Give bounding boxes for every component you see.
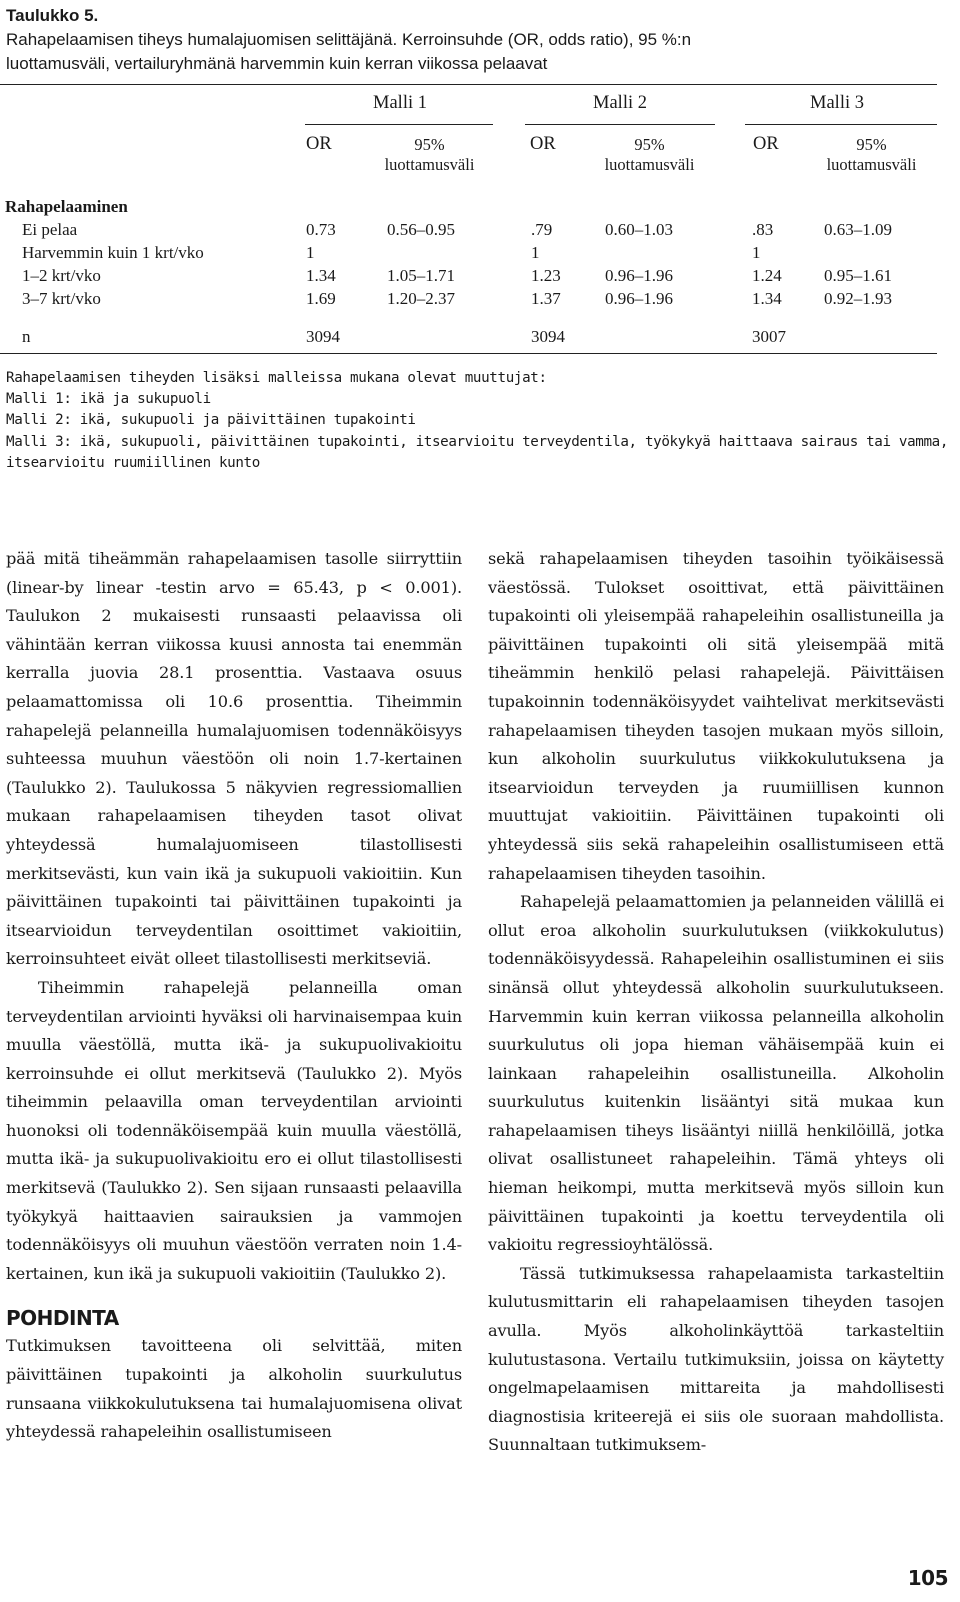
- m3-or-cell: .83: [752, 220, 774, 239]
- table-caption: [6, 4, 946, 76]
- paragraph: Tässä tutkimuksessa rahapelaamista tarkasteltiin kulutusmittarin eli rahapelaamisen tiheyden tasojen avulla. Myös alkoholinkäyttöä tarkasteltiin kulutustasona. Vertailu tutkimuksiin, joissa on käytetty ongelmapelaamisen mittareita ja mahdollisesti diagnostisia kriteerejä ei siis ole suoraan mahdollista. Suunnaltaan tutkimuksem-: [488, 1263, 944, 1455]
- m1-ci-cell: 0.56–0.95: [387, 220, 455, 239]
- page-number: 105: [907, 1566, 948, 1590]
- note-line: Malli 3: ikä, sukupuoli, päivittäinen tupakointi, itsearvioitu terveydentila, työkykyä haittaava sairaus tai vamma, itsearvioitu ruumiillinen kunto: [6, 433, 949, 471]
- note-line: Malli 2: ikä, sukupuoli ja päivittäinen tupakointi: [6, 412, 416, 429]
- m2-or-cell: .79: [531, 220, 553, 239]
- m1-n-cell: 3094: [306, 327, 340, 346]
- model-1-header: Malli 1: [373, 93, 427, 113]
- table-caption-line-1: Rahapelaamisen tiheys humalajuomisen selittäjänä. Kerroinsuhde (OR, odds ratio), 95 %:n: [6, 30, 692, 49]
- paragraph: sekä rahapelaamisen tiheyden tasoihin työikäisessä väestössä. Tulokset osoittivat, että päivittäinen tupakointi oli yleisempää rahapeleihin osallistuneilla ja päivittäinen tupakointi oli sitä yleisempää mitä tiheämmin henkilö pelasi rahapelejä. Päivittäisen tupakoinnin todennäköisyydet vaihtelivat merkitsevästi rahapelaamisen tiheyden tasojen mukaan myös silloin, kun alkoholin suurkulutus viikkokulutuksena ja itsearvioidun terveyden ja ruumiillisen kunnon muuttujat vakioitiin. Päivittäinen tupakointi oli yhteydessä siis sekä rahapeleihin osallistumiseen että rahapelaamisen tiheyden tasoihin.: [488, 549, 944, 883]
- paragraph: pää mitä tiheämmän rahapelaamisen tasolle siirryttiin (linear-by linear -testin arvo = 65.43, p < 0.001). Taulukon 2 mukaisesti runsaasti pelaavissa oli vähintään kerran viikossa kuusi annosta tai enemmän kerralla juovia 28.1 prosenttia. Vastaava osuus pelaamattomissa oli 10.6 prosenttia. Tiheimmin rahapelejä pelanneilla humalajuomisen todennäköisyys suhteessa muuhun väestöön oli noin 1.7-kertainen (Taulukko 2). Taulukossa 5 näkyvien regressiomallien mukaan rahapelaamisen tiheyden tasot olivat yhteydessä humalajuomiseen tilastollisesti merkitsevästi, kun vain ikä ja sukupuoli vakioitiin. Kun päivittäinen tupakointi tai päivittäinen tupakointi ja itsearvioidun terveydentilan osoittimet vakioitiin, kerroinsuhteet eivät olleet tilastollisesti merkitseviä.: [6, 549, 462, 969]
- m2-or-cell: 1.23: [531, 266, 561, 285]
- m3-or-cell: 1: [752, 243, 761, 262]
- section-heading: POHDINTA: [6, 1306, 119, 1331]
- ci-header-line-1: 95%: [414, 135, 445, 154]
- m2-n-cell: 3094: [531, 327, 565, 346]
- model-2-or-header: OR: [530, 134, 556, 154]
- n-label: n: [22, 327, 31, 346]
- table-caption-line-2: luottamusväli, vertailuryhmänä harvemmin kuin kerran viikossa pelaavat: [6, 54, 548, 73]
- m1-or-cell: 1.69: [306, 289, 336, 308]
- table-top-rule: [0, 84, 937, 85]
- m3-or-cell: 1.24: [752, 266, 782, 285]
- m3-or-cell: 1.34: [752, 289, 782, 308]
- table-number: Taulukko 5.: [6, 6, 99, 25]
- model-1-rule: [305, 124, 493, 125]
- model-3-ci-header: [804, 135, 939, 175]
- m2-ci-cell: 0.96–1.96: [605, 266, 673, 285]
- m2-or-cell: 1: [531, 243, 540, 262]
- m3-ci-cell: 0.92–1.93: [824, 289, 892, 308]
- table-notes: [6, 368, 951, 474]
- model-2-ci-header: [582, 135, 717, 175]
- m1-ci-cell: 1.05–1.71: [387, 266, 455, 285]
- note-line: Rahapelaamisen tiheyden lisäksi malleissa mukana olevat muuttujat:: [6, 370, 547, 386]
- left-text-column: [6, 545, 462, 1447]
- m1-ci-cell: 1.20–2.37: [387, 289, 455, 308]
- model-2-rule: [525, 124, 715, 125]
- m3-n-cell: 3007: [752, 327, 786, 346]
- ci-header-line-2: luottamusväli: [604, 155, 695, 174]
- model-1-ci-header: [362, 135, 497, 175]
- m2-ci-cell: 0.60–1.03: [605, 220, 673, 239]
- m1-or-cell: 0.73: [306, 220, 336, 239]
- paragraph: Rahapelejä pelaamattomien ja pelanneiden välillä ei ollut eroa alkoholin suurkulutuksen (viikkokulutus) todennäköisyydessä. Rahapeleihin osallistuminen ei siis sinänsä ollut yhteydessä alkoholin suurkulutukseen. Harvemmin kuin kerran viikossa pelanneilla alkoholin suurkulutus oli jopa hieman vähäisempää kuin ei lainkaan rahapeleihin osallistuneilla. Alkoholin suurkulutus kuitenkin lisääntyi sitä mukaa kun rahapelaamisen tiheys lisääntyi niillä henkilöillä, jotka olivat osallistuneet rahapeleihin. Tämä yhteys oli hieman heikompi, mutta merkitsevä myös silloin kun päivittäinen tupakointi ja koettu terveydentila oli vakioitu regressioyhtälössä.: [488, 892, 944, 1255]
- ci-header-line-2: luottamusväli: [826, 155, 917, 174]
- row-label: 3–7 krt/vko: [22, 289, 101, 308]
- right-text-column: [488, 545, 944, 1460]
- model-3-header: Malli 3: [810, 93, 864, 113]
- m1-or-cell: 1: [306, 243, 315, 262]
- m1-or-cell: 1.34: [306, 266, 336, 285]
- table-bottom-rule: [0, 353, 937, 354]
- ci-header-line-2: luottamusväli: [384, 155, 475, 174]
- m3-ci-cell: 0.63–1.09: [824, 220, 892, 239]
- model-1-or-header: OR: [306, 134, 332, 154]
- row-label: 1–2 krt/vko: [22, 266, 101, 285]
- model-3-or-header: OR: [753, 134, 779, 154]
- row-label: Harvemmin kuin 1 krt/vko: [22, 243, 204, 262]
- note-line: Malli 1: ikä ja sukupuoli: [6, 391, 211, 408]
- model-3-rule: [745, 124, 937, 125]
- m3-ci-cell: 0.95–1.61: [824, 266, 892, 285]
- m2-ci-cell: 0.96–1.96: [605, 289, 673, 308]
- m2-or-cell: 1.37: [531, 289, 561, 308]
- ci-header-line-1: 95%: [634, 135, 665, 154]
- section-label: Rahapelaaminen: [5, 197, 128, 216]
- model-2-header: Malli 2: [593, 93, 647, 113]
- paragraph: Tiheimmin rahapelejä pelanneilla oman terveydentilan arviointi hyväksi oli harvinaisempaa kuin muulla väestöllä, mutta ikä- ja sukupuolivakioitu kerroinsuhde ei ollut merkitsevä (Taulukko 2). Myös tiheimmin pelaavilla oman terveydentilan arviointi huonoksi oli todennäköisempää kuin muulla väestöllä, mutta ikä- ja sukupuolivakioitu ero ei ollut tilastollisesti merkitsevä (Taulukko 2). Sen sijaan runsaasti pelaavilla työkykyä haittaavien sairauksien ja vammojen todennäköisyys oli muuhun väestöön verraten noin 1.4-kertainen, kun ikä ja sukupuoli vakioitiin (Taulukko 2).: [6, 977, 462, 1283]
- paragraph: Tutkimuksen tavoitteena oli selvittää, miten päivittäinen tupakointi ja alkoholin suurkulutus runsaana viikkokulutuksena tai humalajuomisena olivat yhteydessä rahapeleihin osallistumiseen: [6, 1336, 462, 1442]
- ci-header-line-1: 95%: [856, 135, 887, 154]
- row-label: Ei pelaa: [22, 220, 78, 239]
